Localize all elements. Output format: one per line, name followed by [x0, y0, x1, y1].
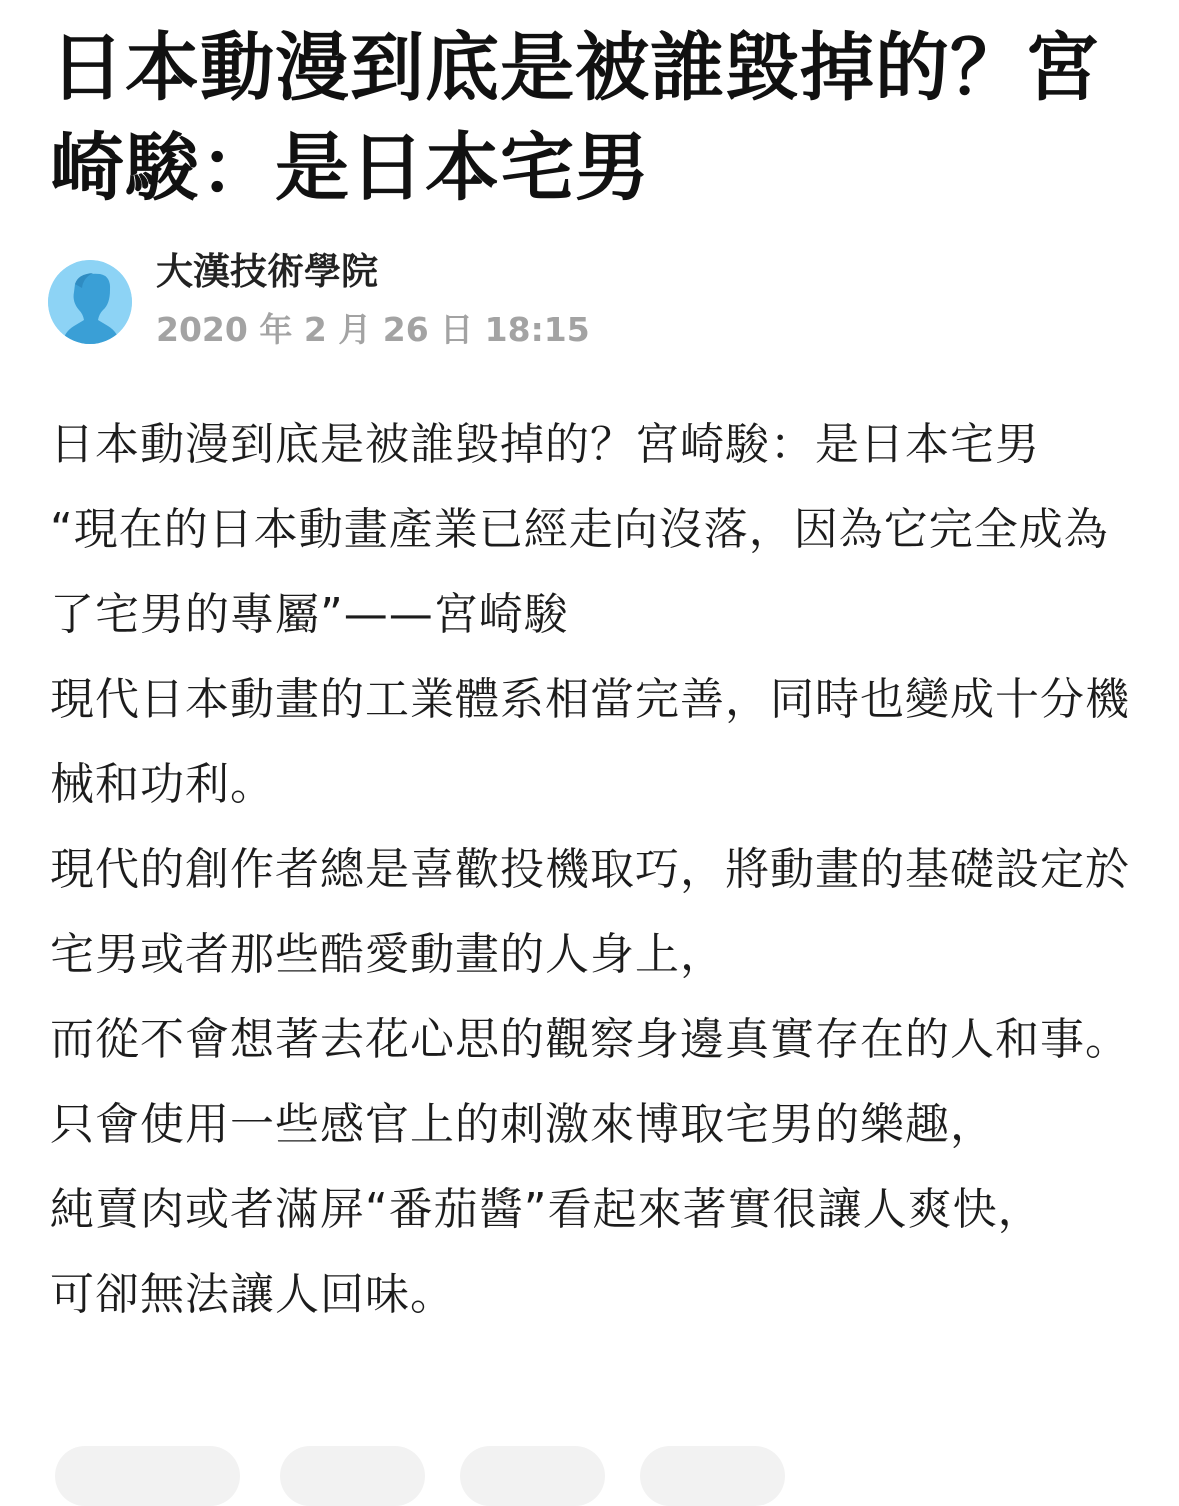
- author-name[interactable]: 大漢技術學院: [156, 250, 378, 293]
- body-paragraph: 純賣肉或者滿屏“番茄醬”看起來著實很讓人爽快，: [50, 1184, 1043, 1235]
- body-paragraph: 而從不會想著去花心思的觀察身邊真實存在的人和事。: [50, 1014, 1130, 1065]
- author-block[interactable]: [48, 248, 948, 358]
- tag-chip[interactable]: [55, 1446, 240, 1506]
- article-title: 日本動漫到底是被誰毀掉的？宮崎駿：是日本宅男: [50, 25, 1100, 211]
- body-paragraph: 可卻無法讓人回味。: [50, 1269, 455, 1320]
- tag-chip[interactable]: [280, 1446, 425, 1506]
- body-paragraph: “現在的日本動畫產業已經走向沒落，因為它完全成為了宅男的專屬”——宮崎駿: [50, 504, 1109, 640]
- post-date: 2020 年 2 月 26 日 18:15: [156, 310, 590, 349]
- default-avatar-icon[interactable]: [48, 260, 132, 344]
- tag-chip[interactable]: [640, 1446, 785, 1506]
- tag-chip[interactable]: [460, 1446, 605, 1506]
- post-body: [50, 402, 1135, 1337]
- body-paragraph: 只會使用一些感官上的刺激來博取宅男的樂趣，: [50, 1099, 995, 1150]
- tag-row: [55, 1446, 1155, 1486]
- body-paragraph: 現代日本動畫的工業體系相當完善，同時也變成十分機械和功利。: [50, 674, 1130, 810]
- body-paragraph: 現代的創作者總是喜歡投機取巧，將動畫的基礎設定於宅男或者那些酷愛動畫的人身上，: [50, 844, 1130, 980]
- body-paragraph: 日本動漫到底是被誰毀掉的？宮崎駿：是日本宅男: [50, 419, 1040, 470]
